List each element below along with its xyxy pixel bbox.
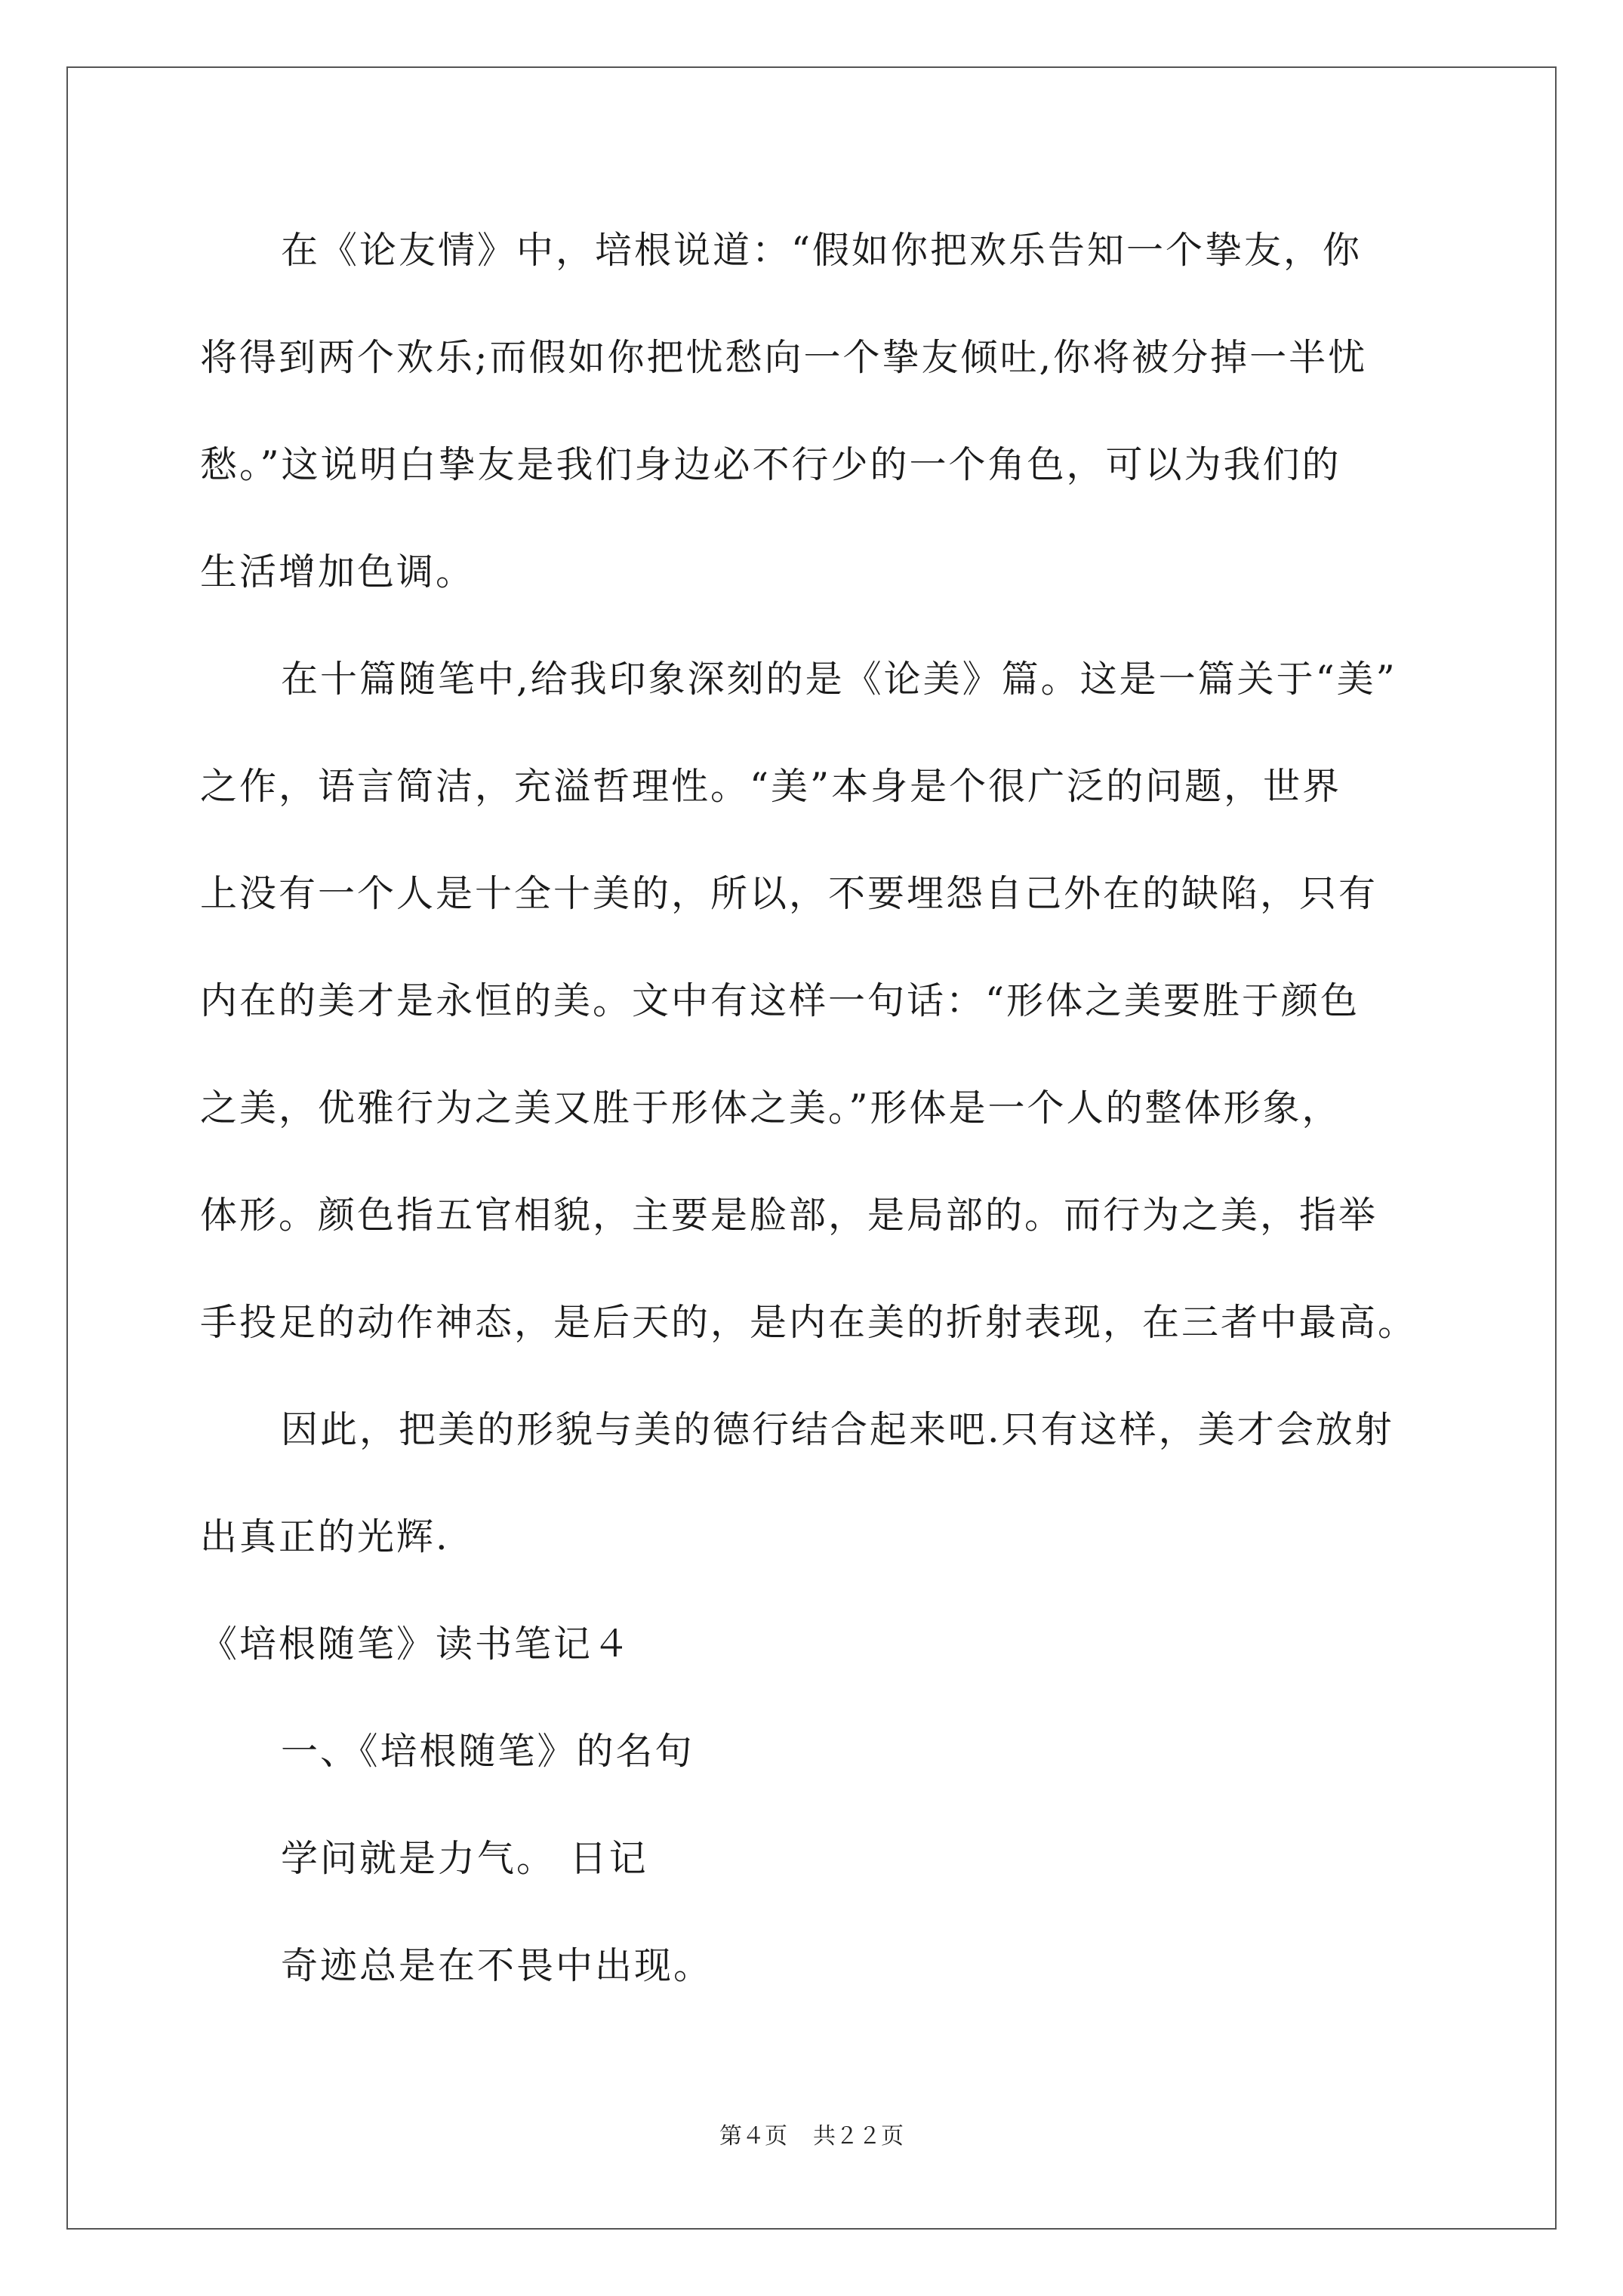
paragraph-line: 之作，语言简洁，充溢哲理性。“美”本身是个很广泛的问题，世界 [200,765,1342,808]
subheading: 一、《培根随笔》的名句 [281,1730,694,1773]
quote-line: 奇迹总是在不畏中出现。 [281,1944,713,1987]
paragraph-line: 内在的美才是永恒的美。文中有这样一句话：“形体之美要胜于颜色 [200,979,1360,1022]
paragraph-line: 之美，优雅行为之美又胜于形体之美。”形体是一个人的整体形象， [200,1086,1341,1130]
quote-line: 学问就是力气。 日记 [281,1837,648,1880]
page-total: 共２２页 [813,2123,904,2150]
paragraph-line: 上没有一个人是十全十美的，所以，不要埋怨自己外在的缺陷，只有 [200,872,1378,915]
page-border [66,66,1557,2230]
paragraph-line: 出真正的光辉. [200,1515,450,1558]
page-footer [0,2123,1623,2150]
section-heading: 《培根随笔》读书笔记４ [200,1623,633,1666]
paragraph-line: 在十篇随笔中,给我印象深刻的是《论美》篇。这是一篇关于“美” [281,658,1397,701]
paragraph-line: 在《论友情》中，培根说道：“假如你把欢乐告知一个挚友，你 [281,229,1363,272]
paragraph-line: 将得到两个欢乐;而假如你把忧愁向一个挚友倾吐,你将被分掉一半忧 [200,336,1368,379]
paragraph-line: 体形。颜色指五官相貌，主要是脸部，是局部的。而行为之美，指举 [200,1194,1378,1237]
page-number: 第４页 [719,2123,787,2150]
paragraph-line: 手投足的动作神态，是后天的，是内在美的折射表现，在三者中最高。 [200,1301,1418,1344]
paragraph-line: 因此，把美的形貌与美的德行结合起来吧.只有这样，美才会放射 [281,1408,1394,1451]
paragraph-line: 生活增加色调。 [200,550,476,593]
paragraph-line: 愁。”这说明白挚友是我们身边必不行少的一个角色，可以为我们的 [200,443,1341,486]
